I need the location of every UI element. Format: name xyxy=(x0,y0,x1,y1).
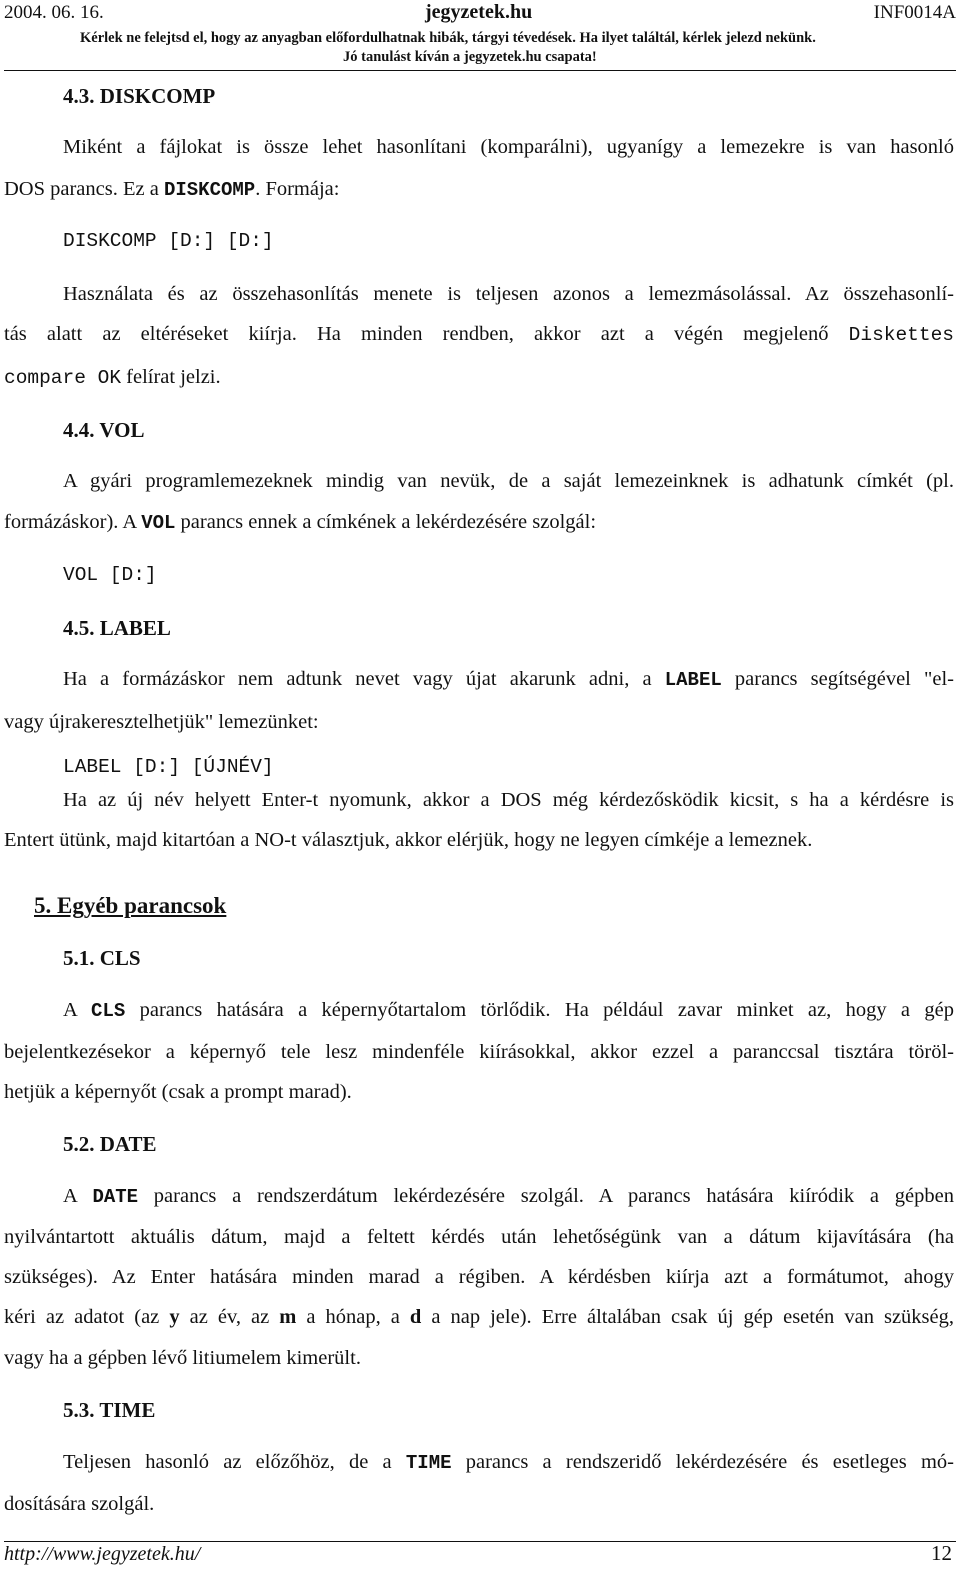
footer-url-link[interactable]: http://www.jegyzetek.hu/ xyxy=(4,1543,201,1565)
header-notice-line-2: Jó tanulást kíván a jegyzetek.hu csapata! xyxy=(343,49,597,65)
section-heading-cls: 5.1. CLS xyxy=(63,946,141,970)
footer-divider xyxy=(4,1541,956,1542)
vol-paragraph-line-1: A gyári programlemezeknek mindig van nevük, de a saját lemezeinknek is adhatunk címkét (pl. xyxy=(63,470,954,492)
time-paragraph-line-1: Teljesen hasonló az előzőhöz, de a TIME parancs a rendszeridő lekérdezésére és esetleges mó- xyxy=(63,1451,954,1474)
header-site-name: jegyzetek.hu xyxy=(425,1,533,23)
header-date: 2004. 06. 16. xyxy=(4,2,104,23)
label-syntax: LABEL [D:] [ÚJNÉV] xyxy=(63,756,274,778)
section-heading-date: 5.2. DATE xyxy=(63,1132,157,1156)
command-vol: VOL xyxy=(141,512,176,534)
chapter-heading-other-commands: 5. Egyéb parancsok xyxy=(34,893,227,918)
vol-syntax: VOL [D:] xyxy=(63,564,157,586)
cls-paragraph-line-3: hetjük a képernyőt (csak a prompt marad). xyxy=(4,1081,352,1103)
header-divider xyxy=(4,70,956,71)
diskcomp-syntax: DISKCOMP [D:] [D:] xyxy=(63,230,274,252)
command-diskcomp: DISKCOMP xyxy=(163,179,256,201)
diskcomp-paragraph2-line-3: compare OK felírat jelzi. xyxy=(4,366,221,389)
label-paragraph-line-1: Ha a formázáskor nem adtunk nevet vagy újat akarunk adni, a LABEL parancs segítségével "el- xyxy=(63,668,954,691)
label-paragraph2-line-1: Ha az új név helyett Enter-t nyomunk, akkor a DOS még kérdezősködik kicsit, s ha a kérdésre is xyxy=(63,789,954,811)
section-heading-label: 4.5. LABEL xyxy=(63,616,171,640)
command-date: DATE xyxy=(92,1186,139,1208)
section-heading-time: 5.3. TIME xyxy=(63,1398,156,1422)
command-time: TIME xyxy=(405,1452,452,1474)
cls-paragraph-line-1: A CLS parancs hatására a képernyőtartalom törlődik. Ha például zavar minket az, hogy a gép xyxy=(63,999,954,1022)
footer-page-number: 12 xyxy=(931,1541,952,1565)
output-diskettes: Diskettes xyxy=(848,324,954,346)
diskcomp-paragraph-line-2: DOS parancs. Ez a DISKCOMP. Formája: xyxy=(4,178,340,201)
vol-paragraph-line-2: formázáskor). A VOL parancs ennek a címkének a lekérdezésére szolgál: xyxy=(4,511,597,534)
date-paragraph-line-1: A DATE parancs a rendszerdátum lekérdezésére szolgál. A parancs hatására kiíródik a gépben xyxy=(63,1185,954,1208)
section-heading-vol: 4.4. VOL xyxy=(63,418,145,442)
header-document-code: INF0014A xyxy=(873,2,956,23)
diskcomp-paragraph2-line-2: tás alatt az eltéréseket kiírja. Ha minden rendben, akkor azt a végén megjelenő Diskettes xyxy=(4,323,954,346)
date-paragraph-line-4: kéri az adatot (az y az év, az m a hónap, a d a nap jele). Erre általában csak új gép esetén van szükség, xyxy=(4,1306,955,1328)
header-notice-line-1: Kérlek ne felejtsd el, hogy az anyagban előfordulhatnak hibák, tárgyi tévedések. Ha ilyet találtál, kérlek jelezd nekünk. xyxy=(80,30,816,46)
command-cls: CLS xyxy=(91,1000,126,1022)
cls-paragraph-line-2: bejelentkezésekor a képernyő tele lesz mindenféle kiírásokkal, akkor ezzel a paranccsal tisztára töröl- xyxy=(4,1041,954,1063)
command-label: LABEL xyxy=(664,669,722,691)
section-heading-diskcomp: 4.3. DISKCOMP xyxy=(63,84,216,108)
date-paragraph-line-3: szükséges). Az Enter hatására minden marad a régiben. A kérdésben kiírja azt a formátumot, ahogy xyxy=(4,1266,954,1288)
date-paragraph-line-5: vagy ha a gépben lévő litiumelem kimerült. xyxy=(4,1347,361,1369)
date-paragraph-line-2: nyilvántartott aktuális dátum, majd a feltett kérdés után lehetőségünk van a dátum kijavítására (ha xyxy=(4,1226,954,1248)
diskcomp-paragraph-line-1: Miként a fájlokat is össze lehet hasonlítani (komparálni), ugyanígy a lemezekre is van hasonló xyxy=(63,136,954,158)
time-paragraph-line-2: dosítására szolgál. xyxy=(4,1493,155,1515)
label-paragraph2-line-2: Entert ütünk, majd kitartóan a NO-t választjuk, akkor elérjük, hogy ne legyen címkéje a lemeznek. xyxy=(4,829,813,851)
output-compare-ok: compare OK xyxy=(4,367,122,389)
diskcomp-paragraph2-line-1: Használata és az összehasonlítás menete is teljesen azonos a lemezmásolással. Az összehasonlí- xyxy=(63,283,954,305)
label-paragraph-line-2: vagy újrakeresztelhetjük" lemezünket: xyxy=(4,711,319,733)
